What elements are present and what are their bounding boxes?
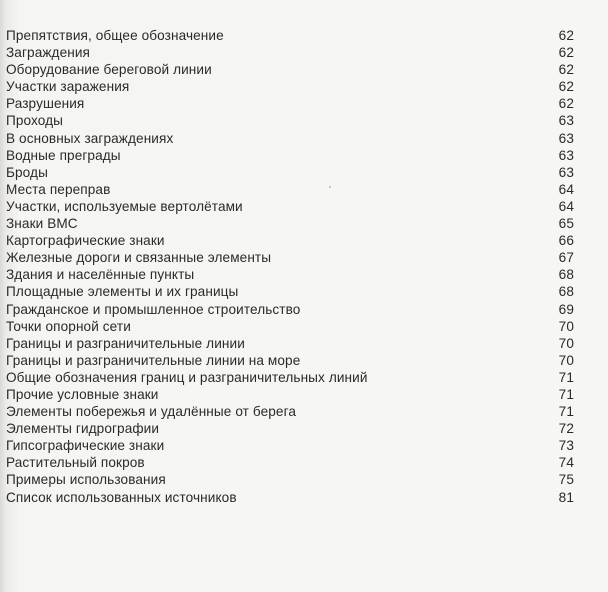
toc-entry <box>6 198 574 215</box>
toc-entry-page-number: 62 <box>558 96 574 112</box>
toc-entry-page-number: 62 <box>558 79 574 95</box>
toc-entry <box>6 454 574 471</box>
toc-entry-title: Примеры использования <box>6 472 166 488</box>
toc-entry-title: Места переправ <box>6 181 111 197</box>
toc-entry <box>6 27 574 44</box>
toc-entry-page-number: 63 <box>558 113 574 129</box>
toc-entry-title: Гражданское и промышленное строительство <box>6 301 301 317</box>
toc-entry <box>6 164 574 181</box>
toc-entry-page-number: 70 <box>558 335 574 351</box>
toc-entry <box>6 130 574 147</box>
toc-entry-page-number: 72 <box>558 421 574 437</box>
toc-entry-title: Площадные элементы и их границы <box>6 284 239 300</box>
toc-entry-title: Точки опорной сети <box>6 318 131 334</box>
toc-entry-page-number: 73 <box>558 438 574 454</box>
toc-entry-title: Проходы <box>6 113 64 129</box>
toc-entry-title: Водные преграды <box>6 147 121 163</box>
toc-entry-title: Участки заражения <box>6 79 130 95</box>
toc-entry-title: Границы и разграничительные линии <box>6 335 245 351</box>
toc-entry-page-number: 63 <box>558 164 574 180</box>
toc-entry <box>6 301 574 318</box>
toc-entry-page-number: 63 <box>558 147 574 163</box>
toc-entry-title: Растительный покров <box>6 455 145 471</box>
toc-entry-title: Оборудование береговой линии <box>6 62 212 78</box>
toc-entry <box>6 386 574 403</box>
toc-entry-page-number: 62 <box>558 62 574 78</box>
toc-entry-page-number: 64 <box>558 198 574 214</box>
toc-entry <box>6 403 574 420</box>
toc-entry <box>6 95 574 112</box>
toc-entry-title: Элементы побережья и удалённые от берега <box>6 404 297 420</box>
toc-entry-page-number: 69 <box>558 301 574 317</box>
toc-entry <box>6 283 574 300</box>
table-of-contents <box>6 27 574 506</box>
toc-entry-page-number: 70 <box>558 352 574 368</box>
toc-entry-page-number: 71 <box>558 386 574 402</box>
toc-entry-title: Заграждения <box>6 45 90 61</box>
toc-entry-title: Здания и населённые пункты <box>6 267 195 283</box>
toc-entry-page-number: 74 <box>558 455 574 471</box>
toc-entry <box>6 61 574 78</box>
toc-entry <box>6 369 574 386</box>
toc-entry <box>6 437 574 454</box>
toc-entry <box>6 266 574 283</box>
toc-entry <box>6 215 574 232</box>
toc-entry-page-number: 63 <box>558 130 574 146</box>
toc-entry-title: Разрушения <box>6 96 85 112</box>
toc-entry-title: Препятствия, общее обозначение <box>6 28 224 43</box>
toc-entry-page-number: 62 <box>558 45 574 61</box>
toc-entry <box>6 44 574 61</box>
toc-entry-page-number: 65 <box>558 216 574 232</box>
toc-entry-page-number: 75 <box>558 472 574 488</box>
toc-entry <box>6 112 574 129</box>
toc-entry <box>6 232 574 249</box>
toc-entry-title: Общие обозначения границ и разграничительных линий <box>6 369 368 385</box>
toc-entry-page-number: 62 <box>558 28 574 43</box>
toc-entry-page-number: 68 <box>558 284 574 300</box>
toc-entry-title: Железные дороги и связанные элементы <box>6 250 272 266</box>
toc-entry-page-number: 71 <box>558 369 574 385</box>
toc-entry <box>6 335 574 352</box>
toc-entry-page-number: 66 <box>558 233 574 249</box>
toc-entry-title: Броды <box>6 164 48 180</box>
toc-entry-page-number: 71 <box>558 404 574 420</box>
toc-entry-title: Элементы гидрографии <box>6 421 160 437</box>
toc-entry-title: В основных заграждениях <box>6 130 174 146</box>
toc-entry-page-number: 81 <box>558 489 574 505</box>
toc-entry-title: Знаки ВМС <box>6 216 78 232</box>
toc-entry-page-number: 70 <box>558 318 574 334</box>
toc-entry-page-number: 67 <box>558 250 574 266</box>
toc-entry-title: Гипсографические знаки <box>6 438 165 454</box>
toc-entry <box>6 78 574 95</box>
toc-entry-page-number: 64 <box>558 181 574 197</box>
toc-entry-title: Границы и разграничительные линии на море <box>6 352 301 368</box>
toc-entry <box>6 249 574 266</box>
toc-entry <box>6 318 574 335</box>
toc-entry <box>6 147 574 164</box>
toc-entry-title: Картографические знаки <box>6 233 165 249</box>
toc-entry <box>6 489 574 506</box>
toc-entry <box>6 471 574 488</box>
toc-entry-title: Участки, используемые вертолётами <box>6 198 243 214</box>
toc-entry-page-number: 68 <box>558 267 574 283</box>
toc-entry-title: Список использованных источников <box>6 489 237 505</box>
toc-entry <box>6 181 574 198</box>
toc-entry <box>6 420 574 437</box>
toc-entry-title: Прочие условные знаки <box>6 386 159 402</box>
toc-entry <box>6 352 574 369</box>
